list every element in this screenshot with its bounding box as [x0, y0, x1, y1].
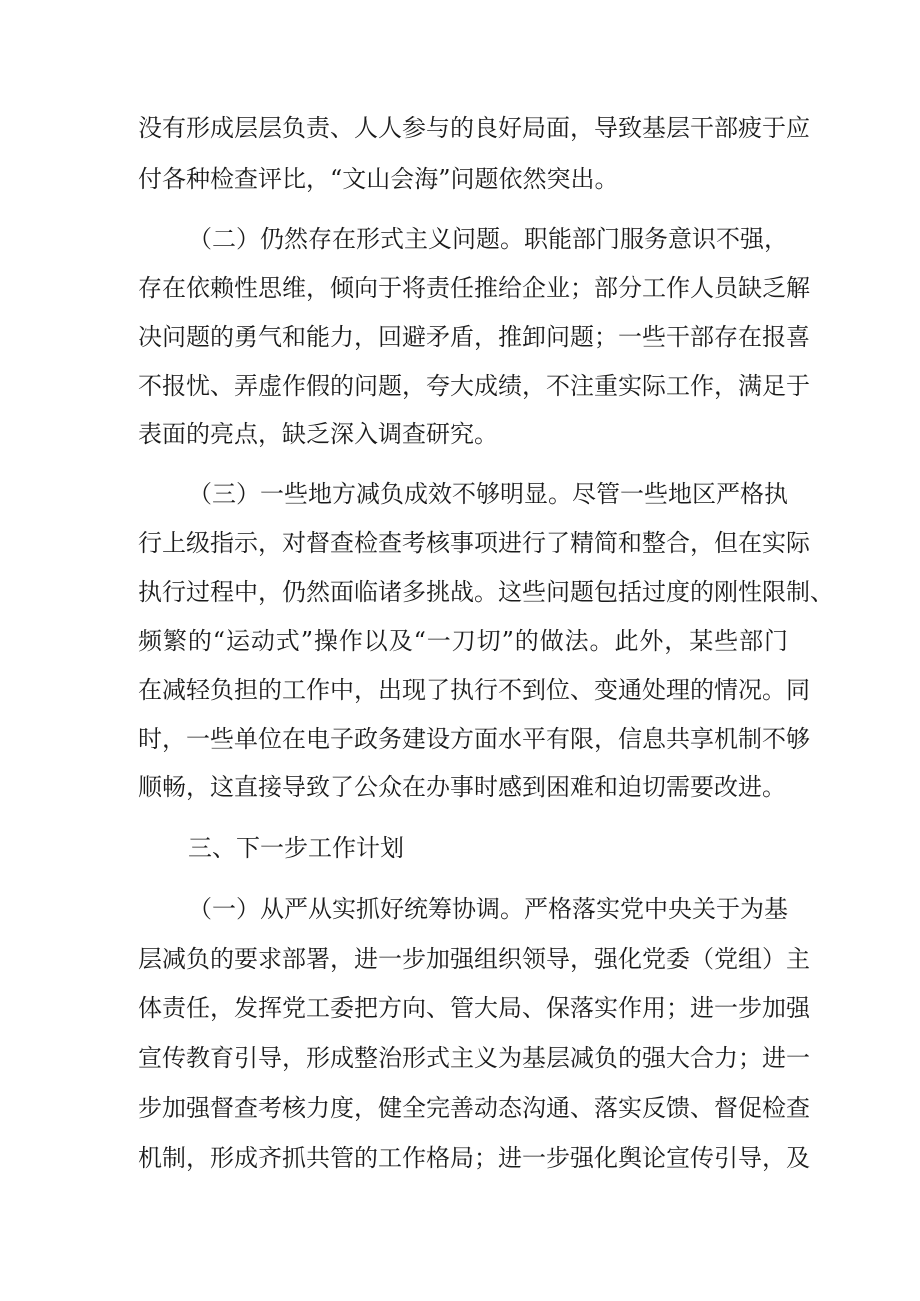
- text-line: 顺畅，这直接导致了公众在办事时感到困难和迫切需要改进。: [138, 773, 786, 801]
- text-line: 行上级指示，对督查检查考核事项进行了精简和整合，但在实际: [138, 529, 810, 557]
- text-line: 执行过程中，仍然面临诸多挑战。这些问题包括过度的刚性限制、: [138, 578, 834, 606]
- paragraph-start-line: （一）从严从实抓好统筹协调。严格落实党中央关于为基: [188, 895, 788, 923]
- text-line: 机制，形成齐抓共管的工作格局；进一步强化舆论宣传引导，及: [138, 1144, 810, 1172]
- text-line: 存在依赖性思维，倾向于将责任推给企业；部分工作人员缺乏解: [138, 274, 810, 302]
- text-line: 时，一些单位在电子政务建设方面水平有限，信息共享机制不够: [138, 725, 810, 753]
- text-line: 宣传教育引导，形成整治形式主义为基层减负的强大合力；进一: [138, 1044, 810, 1072]
- text-line: 体责任，发挥党工委把方向、管大局、保落实作用；进一步加强: [138, 994, 810, 1022]
- section-heading: 三、下一步工作计划: [188, 834, 404, 862]
- text-line: 步加强督查考核力度，健全完善动态沟通、落实反馈、督促检查: [138, 1094, 810, 1122]
- paragraph-start-line: （二）仍然存在形式主义问题。职能部门服务意识不强，: [188, 225, 788, 253]
- text-line: 决问题的勇气和能力，回避矛盾，推卸问题；一些干部存在报喜: [138, 323, 810, 351]
- text-line: 不报忧、弄虚作假的问题，夸大成绩，不注重实际工作，满足于: [138, 372, 810, 400]
- text-line: 没有形成层层负责、人人参与的良好局面，导致基层干部疲于应: [138, 114, 810, 142]
- text-line: 频繁的“运动式”操作以及“一刀切”的做法。此外，某些部门: [138, 627, 788, 655]
- paragraph-start-line: （三）一些地方减负成效不够明显。尽管一些地区严格执: [188, 480, 788, 508]
- text-line: 在减轻负担的工作中，出现了执行不到位、变通处理的情况。同: [138, 676, 810, 704]
- text-line: 付各种检查评比，“文山会海”问题依然突出。: [138, 165, 619, 193]
- text-line: 表面的亮点，缺乏深入调查研究。: [138, 420, 498, 448]
- text-line: 层减负的要求部署，进一步加强组织领导，强化党委（党组）主: [138, 945, 810, 973]
